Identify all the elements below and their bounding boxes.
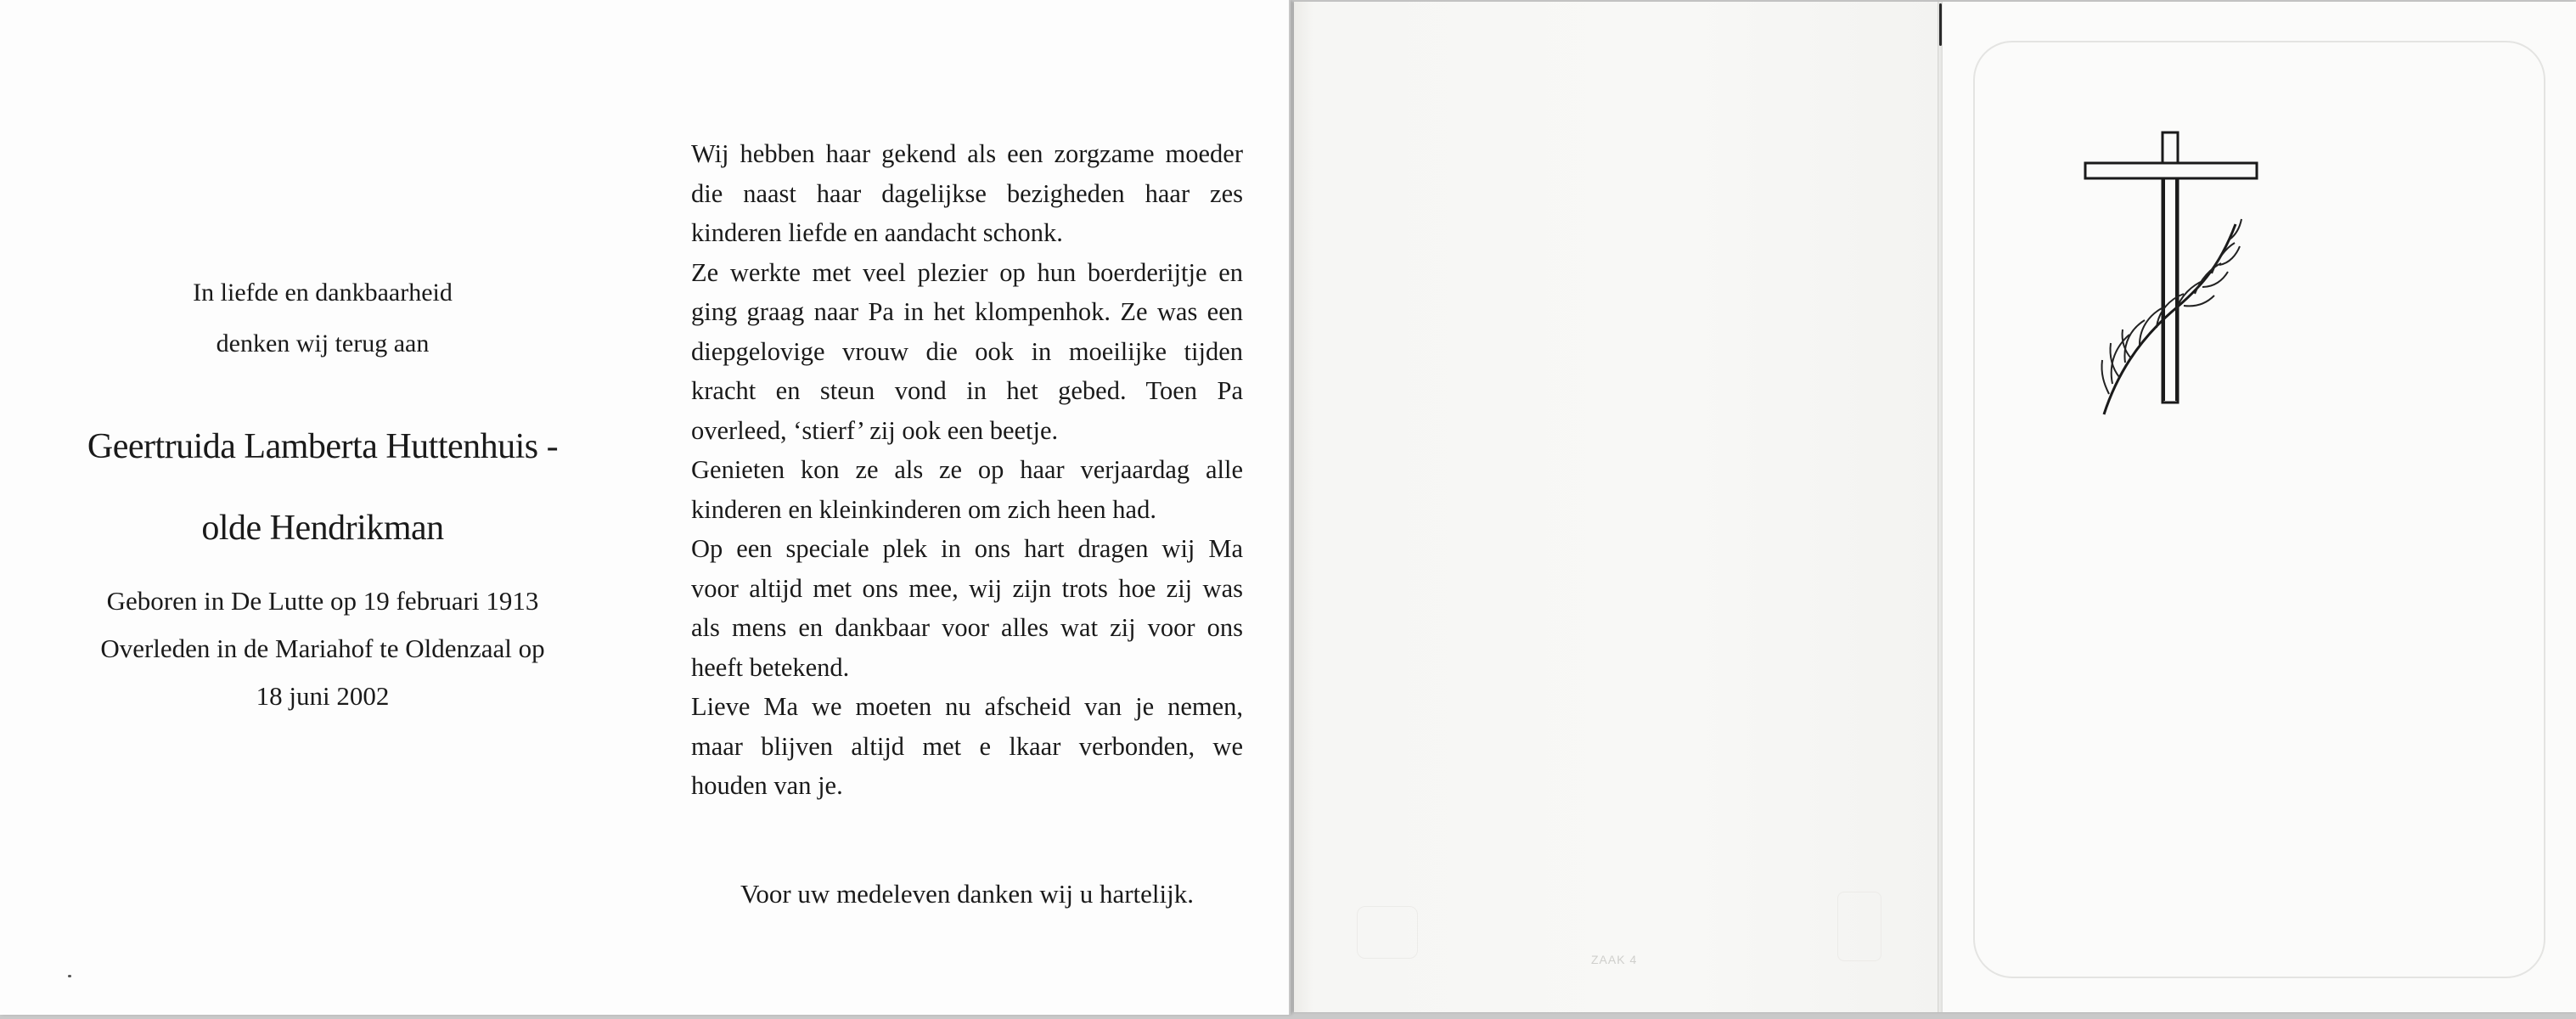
name-line-2: olde Hendrikman	[201, 509, 444, 548]
poem-line: kinderen liefde en aandacht schonk.	[691, 218, 1063, 247]
poem-line: Ze werkte met veel plezier op hun boerderijtje en	[691, 257, 1243, 287]
inside-spread	[0, 0, 1291, 1015]
deceased-name	[34, 406, 611, 569]
poem-line: als mens en dankbaar voor alles wat zij voor ons	[691, 613, 1243, 642]
life-dates	[51, 577, 594, 720]
poem-line: overleed, ‘stierf’ zij ook een beetje.	[691, 415, 1059, 445]
birth-line: Geboren in De Lutte op 19 februari 1913	[106, 586, 539, 616]
poem-line: kinderen en kleinkinderen om zich heen had.	[691, 494, 1156, 524]
thanks-line: Voor uw medeleven danken wij u hartelijk.	[740, 879, 1195, 909]
front-cover	[1943, 2, 2576, 1012]
poem-line: Lieve Ma we moeten nu afscheid van je nemen,	[691, 692, 1243, 721]
intro-line-1: In liefde en dankbaarheid	[193, 279, 453, 307]
poem-line: Wij hebben haar gekend als een zorgzame moeder	[691, 139, 1243, 168]
poem-line: Op een speciale plek in ons hart dragen wij Ma	[691, 534, 1243, 563]
poem-line: diepgelovige vrouw die ook in moeilijke tijden	[691, 336, 1243, 366]
remembrance-text	[691, 134, 1243, 806]
poem-line: ging graag naar Pa in het klompenhok. Ze was een	[691, 297, 1243, 326]
printer-mark: ZAAK 4	[1591, 953, 1638, 966]
name-line-1: Geertruida Lamberta Huttenhuis -	[87, 427, 559, 466]
emboss-mark	[1357, 906, 1418, 959]
poem-line: heeft betekend.	[691, 652, 850, 682]
poem-line: voor altijd met ons mee, wij zijn trots hoe zij was	[691, 573, 1243, 603]
cross-with-palm-branch-icon	[2078, 129, 2265, 426]
poem-line: houden van je.	[691, 771, 843, 800]
outside-spread	[1294, 2, 2576, 1012]
back-cover	[1294, 2, 1938, 1012]
poem-line: kracht en steun vond in het gebed. Toen Pa	[691, 376, 1243, 405]
death-date-line: 18 juni 2002	[256, 681, 390, 711]
intro-text	[102, 267, 543, 369]
paper-speck	[68, 975, 71, 977]
poem-line: die naast haar dagelijkse bezigheden haar zes	[691, 178, 1243, 208]
fold-mark	[1939, 3, 1942, 46]
poem-line: maar blijven altijd met e lkaar verbonden, we	[691, 731, 1243, 761]
poem-line: Genieten kon ze als ze op haar verjaardag alle	[691, 455, 1243, 484]
emboss-mark	[1837, 892, 1881, 961]
intro-line-2: denken wij terug aan	[216, 329, 430, 357]
death-line: Overleden in de Mariahof te Oldenzaal op	[100, 633, 545, 663]
